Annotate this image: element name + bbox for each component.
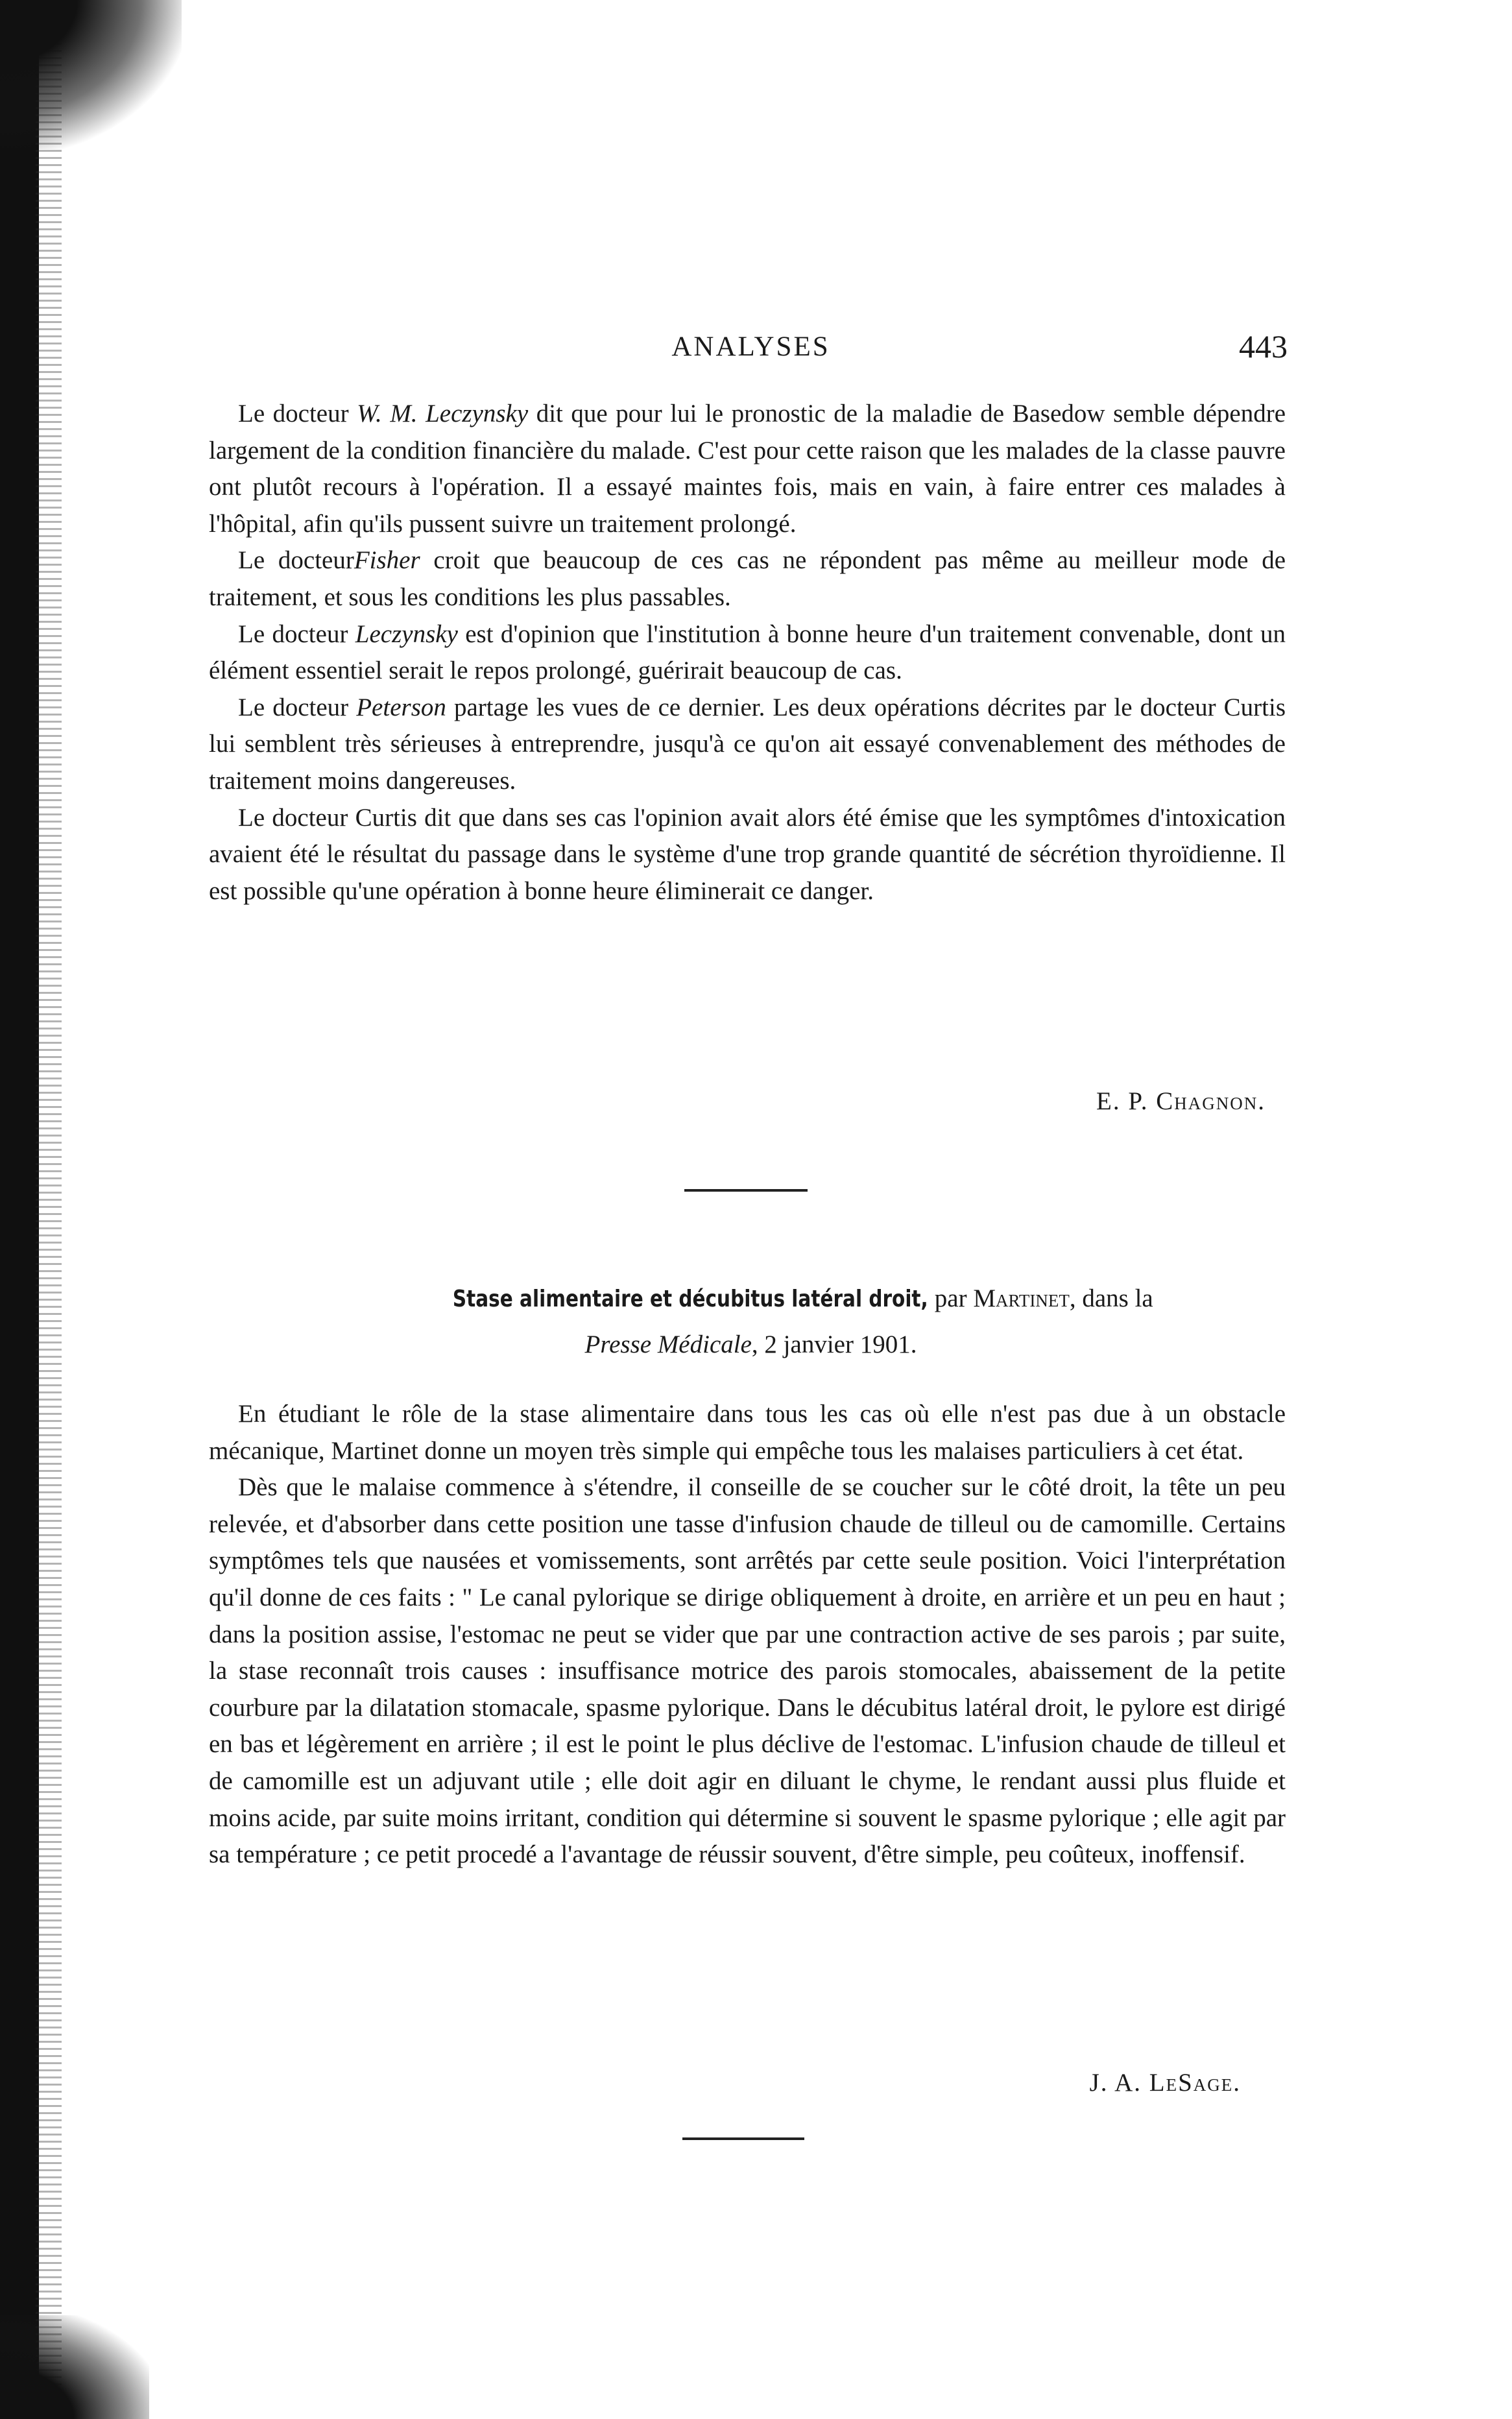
page-header — [214, 328, 1288, 373]
paragraph: Le docteur Curtis dit que dans ses cas l'opinion avait alors été émise que les symptômes d'intoxication avaient été le résultat du passage dans le système d'une trop grande quantité de sécrétion thyroïdienne. Il est possible qu'une opération à bonne heure éliminerait ce danger. — [209, 803, 1286, 905]
signature: E. P. Chagnon. — [1096, 1087, 1266, 1115]
article-body — [209, 1396, 1286, 1873]
doctor-name: Fisher — [354, 546, 420, 575]
article-author: Martinet — [973, 1284, 1070, 1312]
paragraph: Le docteur Leczynsky est d'opinion que l'institution à bonne heure d'un traitement convenable, dont un élément essentiel serait le repos prolongé, guérirait beaucoup de cas. — [209, 620, 1286, 685]
doctor-name: Leczynsky — [355, 620, 458, 648]
paragraph: Le docteur W. M. Leczynsky dit que pour lui le pronostic de la maladie de Basedow semble dépendre largement de la condition financière du malade. C'est pour cette raison que les malades de la classe pauvre ont plutôt recours à l'opération. Il a essayé maintes fois, mais en vain, à faire entrer ces malades à l'hôpital, afin qu'ils pussent suivre un traitement prolongé. — [209, 400, 1286, 538]
binding-shadow-top — [0, 0, 182, 149]
article-title: Stase alimentaire et décubitus latéral droit, — [453, 1286, 929, 1312]
journal-name: Presse Médicale — [584, 1330, 752, 1358]
discussion-section — [209, 396, 1286, 909]
article-source-line — [214, 1322, 1288, 1367]
doctor-name: W. M. Leczynsky — [357, 400, 529, 427]
paragraph: Le docteurFisher croit que beaucoup de ces cas ne répondent pas même au meilleur mode de traitement, et sous les conditions les plus passables. — [209, 546, 1286, 611]
page-number: 443 — [1239, 328, 1288, 365]
publication-date: , 2 janvier 1901. — [751, 1330, 917, 1358]
binding-shadow-bottom — [0, 2315, 149, 2419]
signature: J. A. LeSage. — [1089, 2069, 1241, 2097]
article-heading — [214, 1276, 1288, 1367]
paragraph: Le docteur Peterson partage les vues de ce dernier. Les deux opérations décrites par le docteur Curtis lui semblent très sérieuses à entreprendre, jusqu'à ce qu'on ait essayé convenablement des méthodes de traitement moins dangereuses. — [209, 693, 1286, 795]
binding-fray — [36, 0, 62, 2419]
binding-edge — [0, 0, 39, 2419]
article-title-line: Stase alimentaire et décubitus latéral droit, par Martinet, dans la — [214, 1276, 1288, 1322]
section-divider — [684, 1189, 808, 1192]
running-head: ANALYSES — [671, 331, 830, 362]
paragraph: En étudiant le rôle de la stase alimentaire dans tous les cas où elle n'est pas due à un obstacle mécanique, Martinet donne un moyen très simple qui empêche tous les malaises particuliers à cet état. — [209, 1400, 1286, 1465]
doctor-name: Peterson — [356, 693, 446, 721]
paragraph: Dès que le malaise commence à s'étendre, il conseille de se coucher sur le côté droit, la tête un peu relevée, et d'absorber dans cette position une tasse d'infusion chaude de tilleul ou de camomille. Certains symptômes tels que nausées et vomissements, sont arrêtés par cette seule position. Voici l'interprétation qu'il donne de ces faits : " Le canal pylorique se dirige obliquement à droite, en arrière et un peu en haut ; dans la position assise, l'estomac ne peut se vider que par une contraction active de ses parois ; par suite, la stase reconnaît trois causes : insuffisance motrice des parois stomocales, abaissement de la petite courbure par la dilatation stomacale, spasme pylorique. Dans le décubitus latéral droit, le pylore est dirigé en bas et légèrement en arrière ; il est le point le plus déclive de l'estomac. L'infusion chaude de tilleul et de camomille est un adjuvant utile ; elle doit agir en diluant le chyme, le rendant aussi plus fluide et moins acide, par suite moins irritant, condition qui détermine si souvent le spasme pylorique ; elle agit par sa température ; ce petit procedé a l'avantage de réussir souvent, d'être simple, peu coûteux, inoffensif. — [209, 1473, 1286, 1869]
section-divider — [682, 2137, 804, 2140]
